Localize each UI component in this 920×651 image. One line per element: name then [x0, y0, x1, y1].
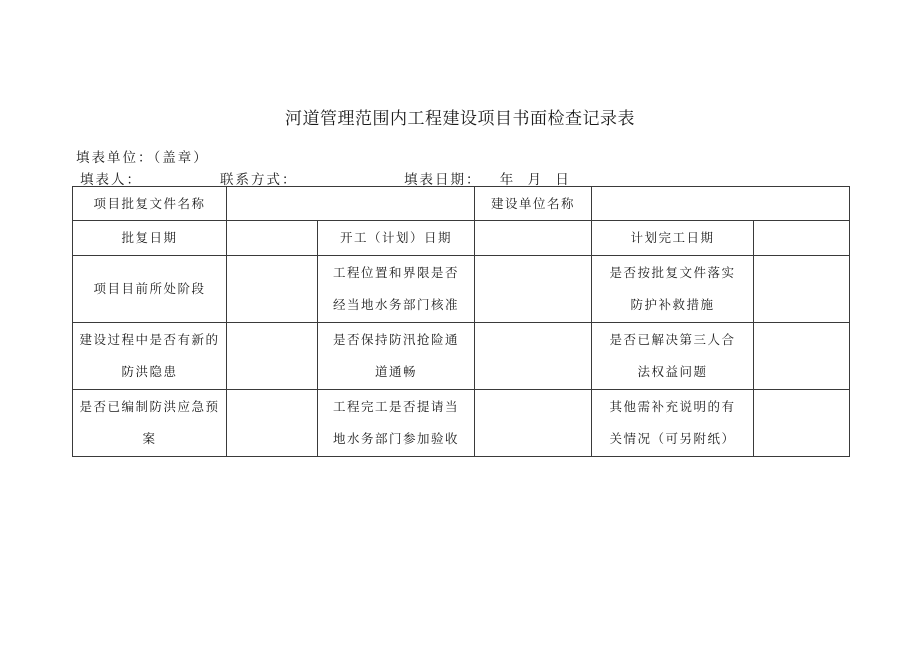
table-row	[73, 256, 850, 323]
flood-channel-value[interactable]	[475, 323, 592, 390]
remedy-measures-value[interactable]	[754, 256, 850, 323]
month-label: 月	[527, 172, 544, 188]
location-approved-label	[318, 256, 475, 323]
other-notes-line-2: 关情况（可另附纸）	[609, 431, 736, 446]
fill-unit-label: 填表单位：（盖章）	[76, 150, 209, 166]
start-date-label: 开工（计划）日期	[318, 221, 475, 256]
year-label: 年	[499, 172, 516, 188]
emergency-plan-line-1: 是否已编制防洪应急预	[79, 399, 220, 414]
table-row	[73, 323, 850, 390]
other-notes-label	[592, 390, 754, 457]
flood-channel-line-1: 是否保持防汛抢险通	[332, 332, 459, 347]
table-row	[73, 390, 850, 457]
document-title: 河道管理范围内工程建设项目书面检查记录表	[285, 109, 635, 129]
third-party-line-1: 是否已解决第三人合	[609, 332, 736, 347]
acceptance-line-1: 工程完工是否提请当	[332, 399, 459, 414]
remedy-measures-line-2: 防护补救措施	[630, 297, 715, 312]
contact-label: 联系方式：	[220, 172, 298, 188]
remedy-measures-label	[592, 256, 754, 323]
approval-date-value[interactable]	[227, 221, 318, 256]
builder-name-value[interactable]	[592, 187, 850, 221]
current-stage-label: 项目目前所处阶段	[73, 256, 227, 323]
approval-date-label: 批复日期	[73, 221, 227, 256]
other-notes-value[interactable]	[754, 390, 850, 457]
remedy-measures-line-1: 是否按批复文件落实	[609, 265, 736, 280]
third-party-value[interactable]	[754, 323, 850, 390]
planned-finish-value[interactable]	[754, 221, 850, 256]
acceptance-label	[318, 390, 475, 457]
third-party-label	[592, 323, 754, 390]
emergency-plan-line-2: 案	[142, 431, 157, 446]
location-approved-value[interactable]	[475, 256, 592, 323]
location-approved-line-1: 工程位置和界限是否	[332, 265, 459, 280]
acceptance-value[interactable]	[475, 390, 592, 457]
planned-finish-label: 计划完工日期	[592, 221, 754, 256]
approval-doc-name-value[interactable]	[227, 187, 475, 221]
flood-channel-line-2: 道通畅	[374, 364, 417, 379]
third-party-line-2: 法权益问题	[637, 364, 708, 379]
emergency-plan-value[interactable]	[227, 390, 318, 457]
approval-doc-name-label: 项目批复文件名称	[73, 187, 227, 221]
new-hazard-line-1: 建设过程中是否有新的	[79, 332, 220, 347]
table-row	[73, 187, 850, 221]
new-hazard-line-2: 防洪隐患	[121, 364, 178, 379]
acceptance-line-2: 地水务部门参加验收	[332, 431, 459, 446]
location-approved-line-2: 经当地水务部门核准	[332, 297, 459, 312]
start-date-value[interactable]	[475, 221, 592, 256]
table-row	[73, 221, 850, 256]
current-stage-value[interactable]	[227, 256, 318, 323]
fill-date-line	[404, 168, 571, 188]
flood-channel-label	[318, 323, 475, 390]
filler-label: 填表人：	[80, 172, 142, 188]
builder-name-label: 建设单位名称	[475, 187, 592, 221]
inspection-table	[72, 186, 850, 457]
day-label: 日	[555, 172, 571, 188]
new-hazard-value[interactable]	[227, 323, 318, 390]
new-hazard-label	[73, 323, 227, 390]
emergency-plan-label	[73, 390, 227, 457]
fill-date-label: 填表日期：	[404, 172, 482, 188]
other-notes-line-1: 其他需补充说明的有	[609, 399, 736, 414]
